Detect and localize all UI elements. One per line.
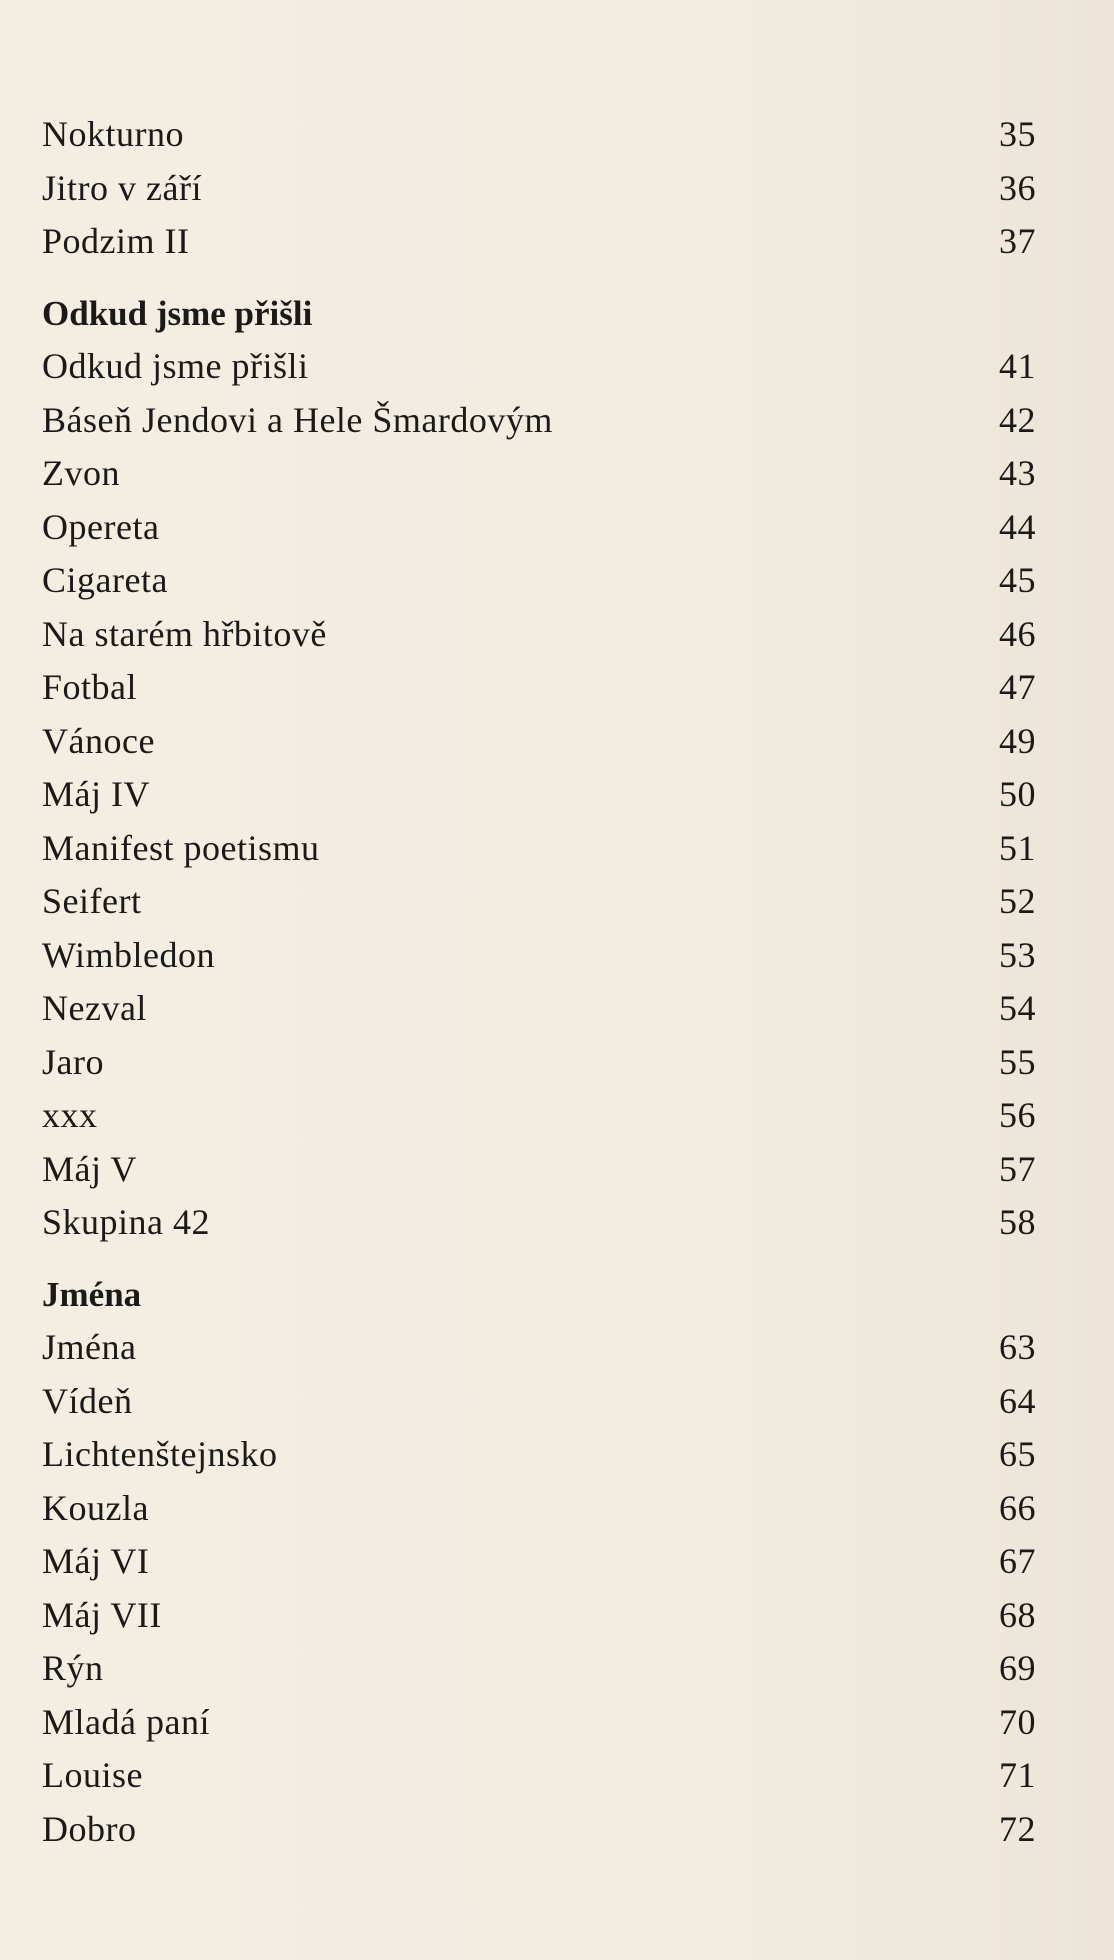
toc-entry-page-number: 67: [999, 1541, 1036, 1581]
toc-entry: [42, 822, 1036, 876]
toc-entry: [42, 1482, 1036, 1536]
toc-entry: [42, 1089, 1036, 1143]
toc-entry-page-number: 54: [999, 988, 1036, 1028]
section-heading: Jména: [42, 1274, 142, 1314]
toc-entry-page-number: 69: [999, 1648, 1036, 1688]
toc-entry-title: Jména: [42, 1327, 137, 1367]
toc-entry: [42, 394, 1036, 448]
toc-entry-page-number: 41: [999, 346, 1036, 386]
toc-entry-page-number: 49: [999, 720, 1036, 761]
toc-entry-page-number: 55: [999, 1041, 1036, 1082]
toc-entry: [42, 1803, 1036, 1857]
toc-entry-title: Mladá paní: [42, 1701, 210, 1742]
toc-entry-title: Máj IV: [42, 774, 150, 814]
toc-entry-page-number: 53: [999, 934, 1036, 975]
toc-entry-page-number: 46: [999, 613, 1036, 654]
toc-entry: [42, 340, 1036, 394]
table-of-contents: [42, 108, 1036, 1856]
toc-entry: [42, 1036, 1036, 1090]
toc-entry-page-number: 70: [999, 1701, 1036, 1742]
toc-entry: [42, 1589, 1036, 1643]
toc-section-jmena-entries: [42, 1321, 1036, 1856]
toc-entry-title: Wimbledon: [42, 934, 216, 975]
toc-entry-title: Fotbal: [42, 667, 138, 707]
toc-entry-page-number: 50: [999, 774, 1036, 814]
toc-entry-title: Kouzla: [42, 1487, 149, 1528]
toc-entry: [42, 554, 1036, 608]
toc-entry: [42, 1375, 1036, 1429]
toc-entry-page-number: 52: [999, 881, 1036, 921]
toc-entry-page-number: 58: [999, 1202, 1036, 1242]
toc-entry-page-number: 36: [999, 167, 1036, 208]
toc-entry-title: Louise: [42, 1755, 143, 1795]
toc-entry-page-number: 47: [999, 667, 1036, 707]
toc-entry-title: Máj VII: [42, 1594, 162, 1635]
toc-entry-title: Vánoce: [42, 720, 155, 761]
toc-entry: [42, 1535, 1036, 1589]
toc-entry-title: Podzim II: [42, 221, 190, 261]
toc-entry-page-number: 43: [999, 453, 1036, 493]
toc-entry-page-number: 71: [999, 1755, 1036, 1795]
toc-entry-title: Rýn: [42, 1648, 104, 1688]
toc-entry-title: Lichtenštejnsko: [42, 1434, 278, 1474]
toc-entry-title: Vídeň: [42, 1380, 133, 1421]
toc-section-odkud-entries: [42, 340, 1036, 1250]
toc-entry-title: Báseň Jendovi a Hele Šmardovým: [42, 399, 553, 440]
toc-entry: [42, 1696, 1036, 1750]
toc-entry: [42, 1428, 1036, 1482]
toc-entry-title: Odkud jsme přišli: [42, 346, 309, 386]
toc-entry: [42, 1196, 1036, 1250]
toc-entry-title: xxx: [42, 1095, 98, 1135]
toc-entry: [42, 982, 1036, 1036]
toc-entry: [42, 661, 1036, 715]
toc-entry-title: Cigareta: [42, 560, 168, 600]
toc-entry-page-number: 37: [999, 221, 1036, 261]
toc-entry-title: Nokturno: [42, 114, 184, 154]
toc-entry: [42, 501, 1036, 555]
toc-entry-page-number: 68: [999, 1594, 1036, 1635]
toc-entry-page-number: 66: [999, 1487, 1036, 1528]
toc-entry-page-number: 57: [999, 1148, 1036, 1189]
toc-entry: [42, 108, 1036, 162]
toc-entry: [42, 875, 1036, 929]
toc-entry-page-number: 63: [999, 1327, 1036, 1367]
toc-entry-title: Na starém hřbitově: [42, 613, 327, 654]
toc-entry: [42, 929, 1036, 983]
toc-entry-title: Zvon: [42, 453, 120, 493]
toc-entry: [42, 162, 1036, 216]
toc-entry-title: Jaro: [42, 1041, 104, 1082]
toc-entry-page-number: 56: [999, 1095, 1036, 1135]
toc-entry-page-number: 64: [999, 1380, 1036, 1421]
toc-entry-page-number: 65: [999, 1434, 1036, 1474]
toc-entry-page-number: 35: [999, 114, 1036, 154]
toc-entry-title: Manifest poetismu: [42, 827, 320, 868]
toc-entry: [42, 447, 1036, 501]
toc-entry: [42, 1642, 1036, 1696]
toc-entry-title: Opereta: [42, 506, 160, 547]
toc-entry-title: Seifert: [42, 881, 142, 921]
toc-entry: [42, 608, 1036, 662]
toc-entry-page-number: 45: [999, 560, 1036, 600]
toc-entry-title: Skupina 42: [42, 1202, 211, 1242]
toc-entry-page-number: 72: [999, 1808, 1036, 1849]
toc-entry: [42, 1749, 1036, 1803]
toc-entry-page-number: 44: [999, 506, 1036, 547]
toc-entry-title: Máj VI: [42, 1541, 150, 1581]
toc-entry: [42, 1321, 1036, 1375]
toc-entry-title: Nezval: [42, 988, 147, 1028]
toc-entry: [42, 1143, 1036, 1197]
toc-entry-page-number: 42: [999, 399, 1036, 440]
toc-entry-title: Máj V: [42, 1148, 137, 1189]
toc-entry: [42, 215, 1036, 269]
toc-entry: [42, 768, 1036, 822]
section-heading: Odkud jsme přišli: [42, 293, 313, 333]
toc-entries-top: [42, 108, 1036, 269]
toc-entry-title: Jitro v září: [42, 167, 202, 208]
toc-entry: [42, 715, 1036, 769]
toc-entry-title: Dobro: [42, 1808, 137, 1849]
toc-entry-page-number: 51: [999, 827, 1036, 868]
